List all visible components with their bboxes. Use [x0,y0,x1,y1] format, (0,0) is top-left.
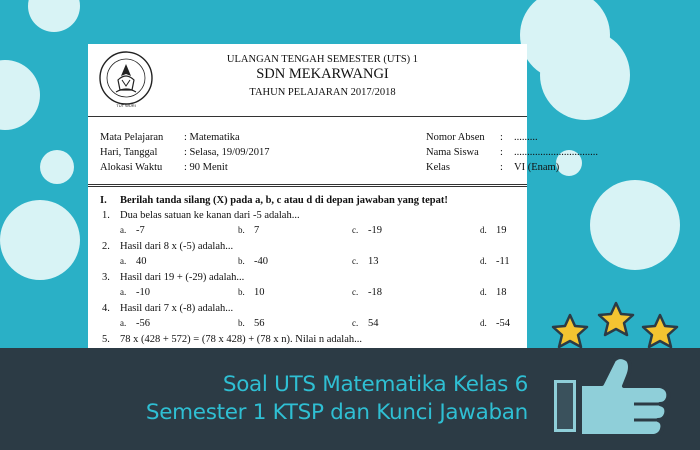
answer-option: a. -56 [120,318,150,329]
exam-paper [88,44,598,364]
bg-dot [40,150,74,184]
question-number: 5. [102,334,110,345]
divider [88,116,527,117]
question-text: Hasil dari 7 x (-8) adalah... [120,303,234,314]
info-label: Alokasi Waktu [100,162,163,173]
answer-option: a. -7 [120,225,145,236]
answer-option: c. 54 [352,318,379,329]
bg-dot [28,0,80,32]
info-sep: : [500,162,503,173]
divider [88,186,527,187]
info-value: : Selasa, 19/09/2017 [184,147,270,158]
svg-text:TUT WURI: TUT WURI [116,103,136,108]
star-icon [599,303,633,335]
section-number: I. [100,195,107,206]
answer-option: d. -54 [480,318,510,329]
star-icon [553,315,587,347]
school-year: TAHUN PELAJARAN 2017/2018 [249,87,396,98]
answer-option: b. -40 [238,256,268,267]
question-number: 1. [102,210,110,221]
section-instruction: Berilah tanda silang (X) pada a, b, c atau d di depan jawaban yang tepat! [120,195,448,206]
answer-option: b. 10 [238,287,265,298]
answer-option: c. -18 [352,287,382,298]
info-value: : Matematika [184,132,240,143]
class-value: VI (Enam) [514,162,560,173]
info-label: Kelas [426,162,450,173]
question-number: 3. [102,272,110,283]
star-rating-icons [548,300,688,356]
info-sep: : [500,147,503,158]
absence-number-field: ......... [514,132,538,143]
info-label: Mata Pelajaran [100,132,164,143]
banner-title-line-2: Semester 1 KTSP dan Kunci Jawaban [145,400,528,425]
answer-option: d. 19 [480,225,507,236]
bg-dot [540,30,630,120]
answer-option: d. -11 [480,256,510,267]
question-text: Dua belas satuan ke kanan dari -5 adalah... [120,210,300,221]
info-label: Nama Siswa [426,147,479,158]
school-name: SDN MEKARWANGI [256,66,389,82]
answer-option: d. 18 [480,287,507,298]
divider [88,184,527,185]
exam-title: ULANGAN TENGAH SEMESTER (UTS) 1 [226,54,419,65]
banner-title-line-1: Soal UTS Matematika Kelas 6 [222,372,528,397]
answer-option: b. 56 [238,318,265,329]
answer-option: a. 40 [120,256,147,267]
info-value: : 90 Menit [184,162,228,173]
bg-dot [0,200,80,280]
question-text: 78 x (428 + 572) = (78 x 428) + (78 x n). Nilai n adalah... [120,334,363,345]
answer-option: b. 7 [238,225,260,236]
answer-option: c. -19 [352,225,382,236]
info-label: Nomor Absen [426,132,485,143]
star-icon [643,315,677,347]
question-text: Hasil dari 19 + (-29) adalah... [120,272,245,283]
answer-option: a. -10 [120,287,150,298]
student-name-field: ................................ [514,147,598,158]
bg-dot [590,180,680,270]
info-sep: : [500,132,503,143]
answer-option: c. 13 [352,256,379,267]
question-text: Hasil dari 8 x (-5) adalah... [120,241,234,252]
question-number: 4. [102,303,110,314]
question-number: 2. [102,241,110,252]
info-label: Hari, Tanggal [100,147,158,158]
bg-dot [0,60,40,130]
thumbs-up-icon [550,352,678,440]
